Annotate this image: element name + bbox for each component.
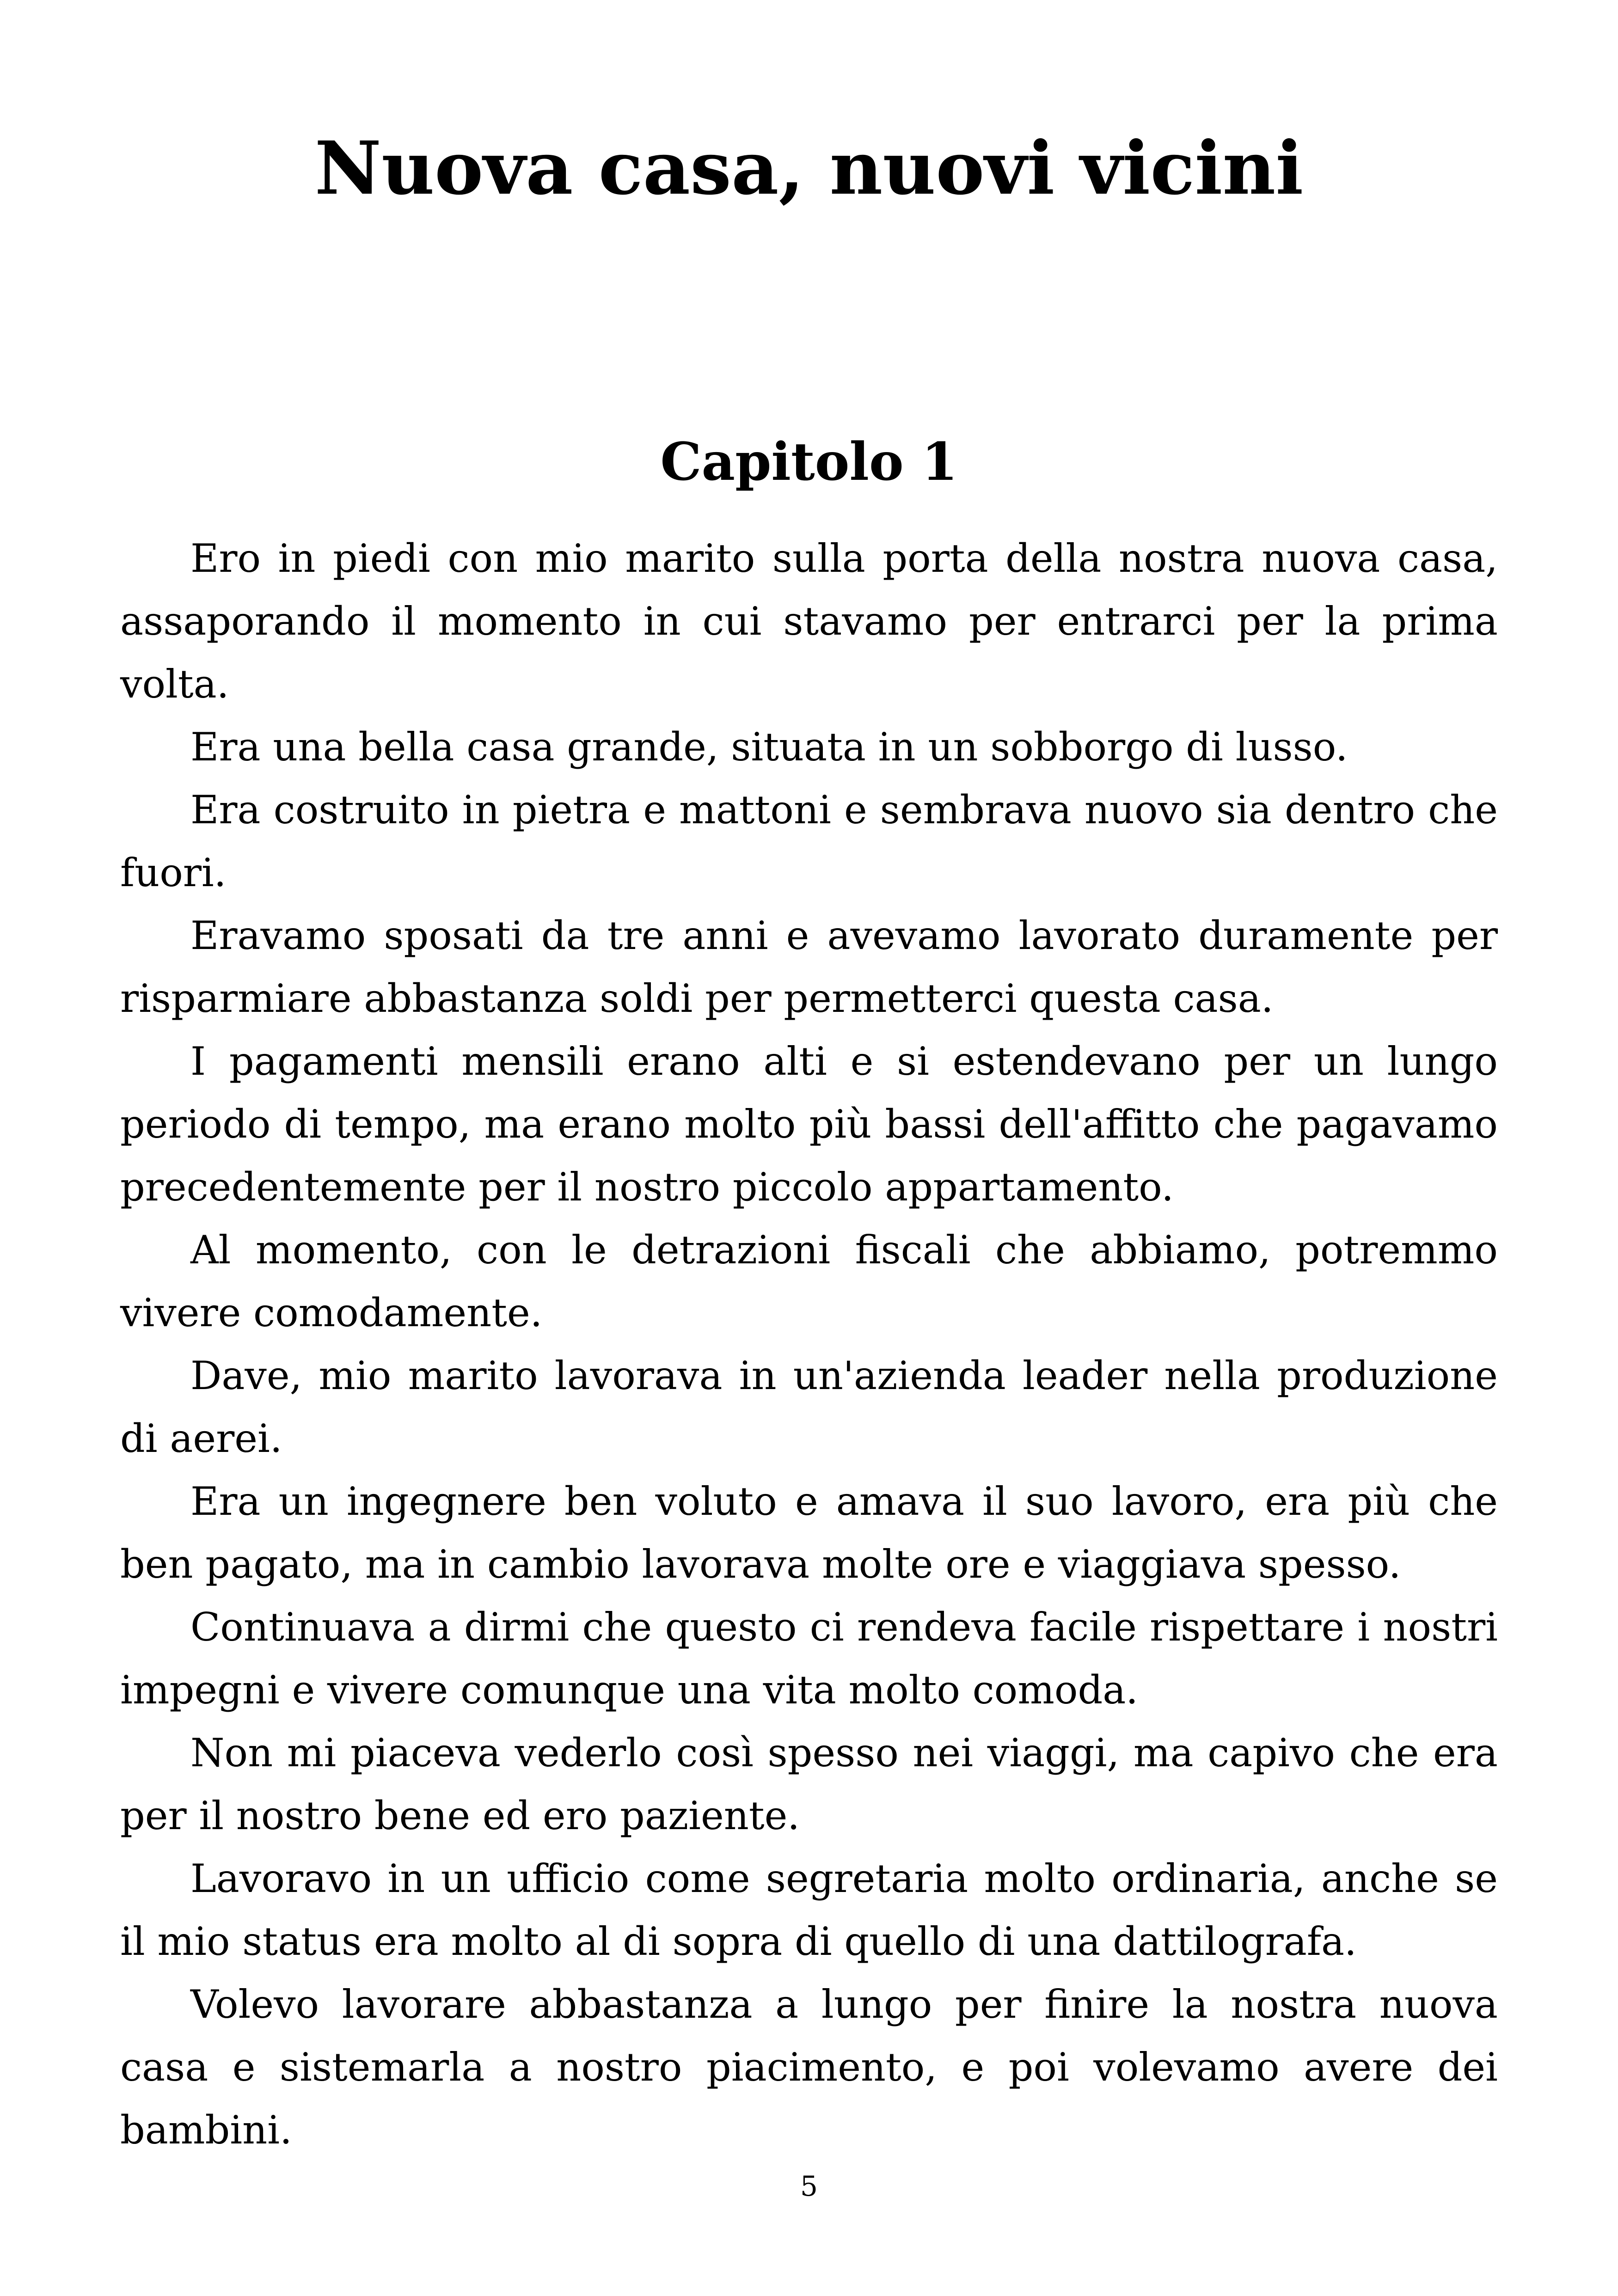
paragraph: Continuava a dirmi che questo ci rendeva facile rispettare i nostri impegni e vivere comunque una vita molto comoda. xyxy=(120,1604,1498,1713)
paragraph: Era una bella casa grande, situata in un sobborgo di lusso. xyxy=(190,724,1348,770)
chapter-title: Capitolo 1 xyxy=(660,432,958,492)
book-title: Nuova casa, nuovi vicini xyxy=(314,126,1304,211)
paragraph: Eravamo sposati da tre anni e avevamo lavorato duramente per risparmiare abbastanza soldi per permetterci questa casa. xyxy=(120,913,1498,1021)
page-number: 5 xyxy=(800,2170,818,2203)
paragraph: Era un ingegnere ben voluto e amava il suo lavoro, era più che ben pagato, ma in cambio lavorava molte ore e viaggiava spesso. xyxy=(120,1479,1498,1587)
paragraph: Dave, mio marito lavorava in un'azienda leader nella produzione di aerei. xyxy=(120,1353,1498,1461)
paragraph: Lavoravo in un ufficio come segretaria molto ordinaria, anche se il mio status era molto al di sopra di quello di una dattilografa. xyxy=(120,1856,1498,1964)
paragraph: Non mi piaceva vederlo così spesso nei viaggi, ma capivo che era per il nostro bene ed ero paziente. xyxy=(120,1730,1498,1838)
paragraph: Ero in piedi con mio marito sulla porta della nostra nuova casa, assaporando il momento in cui stavamo per entrarci per la prima volta. xyxy=(120,536,1498,707)
paragraph: Al momento, con le detrazioni fiscali che abbiamo, potremmo vivere comodamente. xyxy=(120,1227,1498,1335)
paragraph: Era costruito in pietra e mattoni e sembrava nuovo sia dentro che fuori. xyxy=(120,787,1498,895)
paragraph: Volevo lavorare abbastanza a lungo per finire la nostra nuova casa e sistemarla a nostro piacimento, e poi volevamo avere dei bambini. xyxy=(120,1982,1498,2153)
chapter-body xyxy=(120,527,1498,2161)
paragraph: I pagamenti mensili erano alti e si estendevano per un lungo periodo di tempo, ma erano molto più bassi dell'affitto che pagavamo precedentemente per il nostro piccolo appartamento. xyxy=(120,1039,1498,1210)
